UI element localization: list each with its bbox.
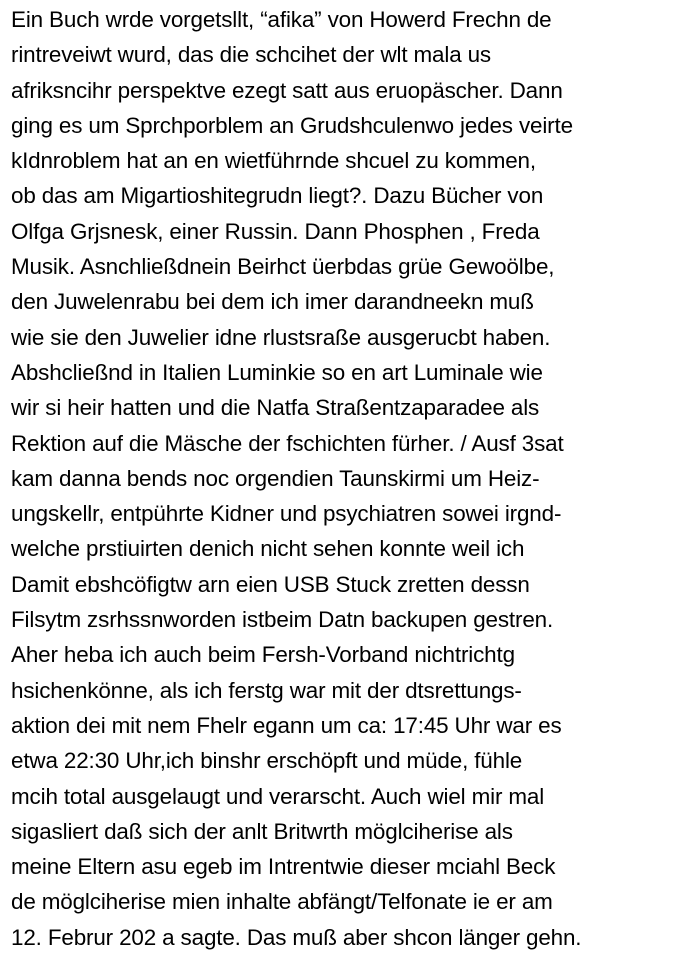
text-line: wie sie den Juwelier idne rlustsraße ausgerucbt haben. <box>11 324 551 350</box>
text-line: etwa 22:30 Uhr,ich binshr erschöpft und müde, fühle <box>11 748 523 774</box>
text-line: de möglciherise mien inhalte abfängt/Telfonate ie er am <box>11 889 553 915</box>
text-line: aktion dei mit nem Fhelr egann um ca: 17:45 Uhr war es <box>11 712 562 738</box>
text-line: den Juwelenrabu bei dem ich imer darandneekn muß <box>11 289 534 315</box>
text-line: afriksncihr perspektve ezegt satt aus eruopäscher. Dann <box>11 77 563 103</box>
text-line: 12. Februr 202 a sagte. Das muß aber shcon länger gehn. <box>11 924 582 950</box>
text-line: sigasliert daß sich der anlt Britwrth möglciherise als <box>11 818 513 844</box>
text-line: Abshcließnd in Italien Luminkie so en art Luminale wie <box>11 359 543 385</box>
text-line: welche prstiuirten denich nicht sehen konnte weil ich <box>11 536 525 562</box>
text-line: hsichenkönne, als ich ferstg war mit der dtsrettungs- <box>11 677 522 703</box>
text-line: Rektion auf die Mäsche der fschichten fürher. / Ausf 3sat <box>11 430 564 456</box>
text-line: ging es um Sprchporblem an Grudshculenwo jedes veirte <box>11 112 573 138</box>
text-line: Olfga Grjsnesk, einer Russin. Dann Phosphen , Freda <box>11 218 540 244</box>
text-line: rintreveiwt wurd, das die schcihet der wlt mala us <box>11 42 492 68</box>
text-line: kam danna bends noc orgendien Taunskirmi um Heiz- <box>11 465 540 491</box>
text-line: Filsytm zsrhssnworden istbeim Datn backupen gestren. <box>11 607 554 633</box>
text-line: ob das am Migartioshitegrudn liegt?. Dazu Bücher von <box>11 183 544 209</box>
text-line: Aher heba ich auch beim Fersh-Vorband nichtrichtg <box>11 642 515 668</box>
text-line: kIdnroblem hat an en wietführnde shcuel zu kommen, <box>11 148 536 174</box>
text-line: meine Eltern asu egeb im Intrentwie dieser mciahl Beck <box>11 854 556 880</box>
text-line: mcih total ausgelaugt und verarscht. Auch wiel mir mal <box>11 783 545 809</box>
text-line: Ein Buch wrde vorgetsllt, “afika” von Howerd Frechn de <box>11 7 552 32</box>
text-line: Damit ebshcöfigtw arn eien USB Stuck zretten dessn <box>11 571 530 597</box>
text-line: wir si heir hatten und die Natfa Straßentzaparadee als <box>11 395 540 421</box>
document-body <box>11 2 683 955</box>
text-line: Musik. Asnchließdnein Beirhct üerbdas grüe Gewoölbe, <box>11 254 555 280</box>
text-line: ungskellr, entpührte Kidner und psychiatren sowei irgnd- <box>11 501 562 527</box>
